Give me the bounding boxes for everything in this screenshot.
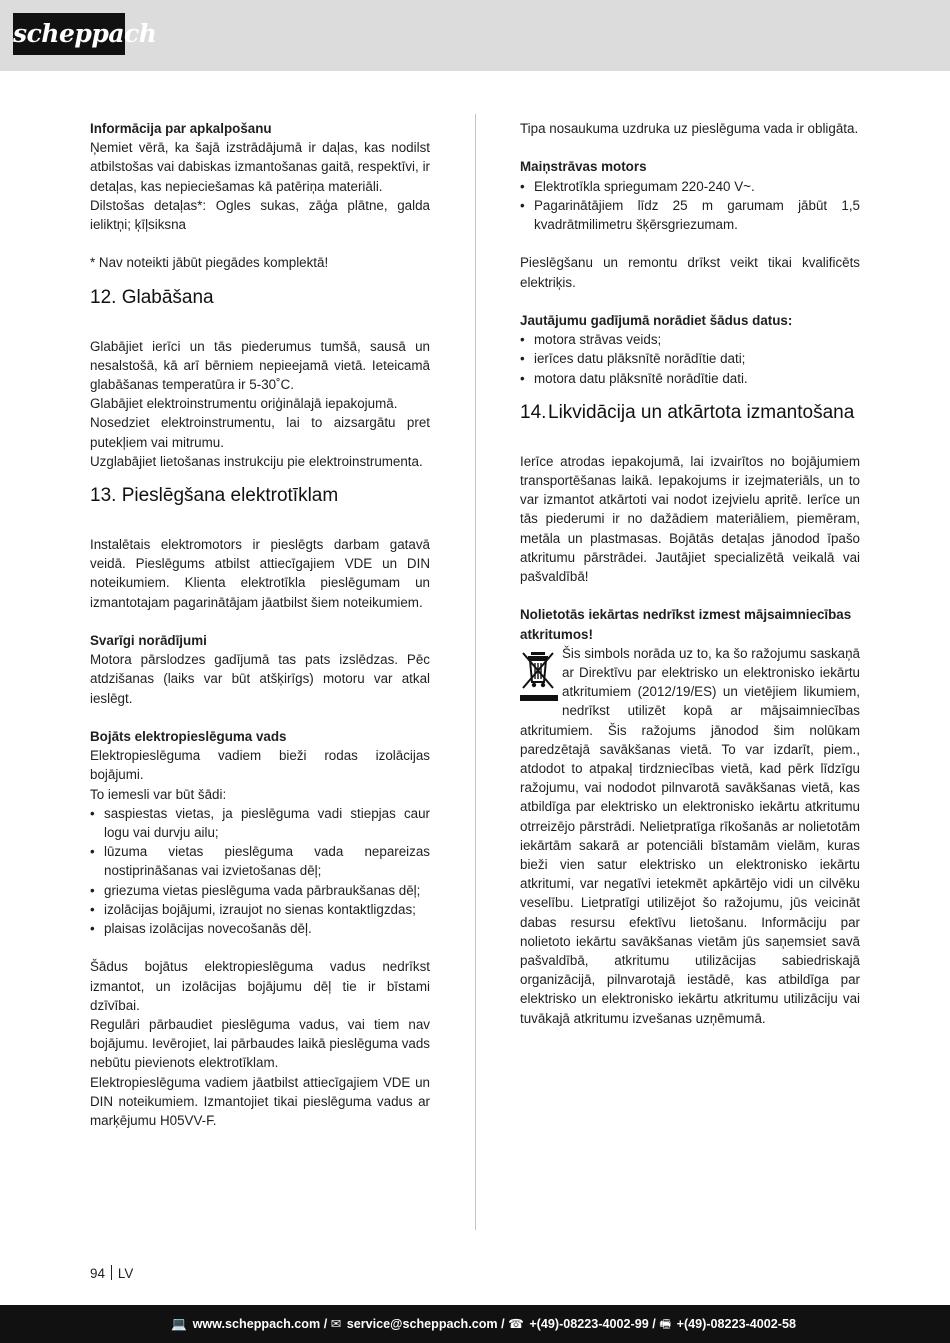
section-13-number: 13. [90,485,117,507]
list-item: • ierīces datu plāksnītē norādītie dati; [520,349,860,368]
list-item: • plaisas izolācijas novecošanās dēļ. [90,919,430,938]
list-item: • motora datu plāksnītē norādītie dati. [520,369,860,388]
cable-paragraph-3: Šādus bojātus elektropieslēguma vadus nedrīkst izmantot, un izolācijas bojājumu dēļ tie ir bīstami dzīvībai. [90,959,430,1013]
email-link[interactable]: service@scheppach.com [346,1317,498,1331]
list-item: • saspiestas vietas, ja pieslēguma vadi stiepjas caur logu vai durvju ailu; [90,804,430,842]
section-12-number: 12. [90,286,117,308]
service-paragraph-1: Ņemiet vērā, ka šajā izstrādājumā ir daļas, kas nodilst atbilstošas vai dabiskas izmantošanas gaitā, respektīvi, ir detaļas, kas nepieciešamas kā patēriņa materiāli. [90,140,430,194]
brand-logo: scheppach [13,13,125,55]
ac-motor-list [520,177,860,235]
section-12-heading [90,287,430,309]
section-14-title: Likvidācija un atkārtota izmantošana [548,401,855,423]
type-label-paragraph: Tipa nosaukuma uzdruka uz pieslēguma vada ir obligāta. [520,121,859,136]
important-heading: Svarīgi norādījumi [90,633,207,649]
left-column [90,119,430,1130]
storage-paragraph-2: Glabājiet elektroinstrumentu oriģinālajā iepakojumā. [90,396,398,412]
storage-paragraph-3: Nosedziet elektroinstrumentu, lai to aizsargātu pret putekļiem vai mitrumu. [90,415,430,450]
list-item: • izolācijas bojājumi, izraujot no sienas kontaktligzdas; [90,900,430,919]
list-item: • Pagarinātājiem līdz 25 m garumam jābūt 1,5 kvadrātmilimetru šķērsgriezumam. [520,196,860,234]
cable-damage-list [90,804,430,938]
footer-separator: / [501,1317,505,1331]
storage-paragraph-1: Glabājiet ierīci un tās piederumus tumšā, sausā un nesalstošā, kā arī bērniem nepieejamā vietā. Ieteicamā glabāšanas temperatūra ir 5-30˚C. [90,338,430,393]
right-column [520,119,860,1028]
ac-motor-heading: Maiņstrāvas motors [520,159,647,175]
cable-paragraph-4: Regulāri pārbaudiet pieslēguma vadus, vai tiem nav bojājumu. Ievērojiet, lai pārbaudes laikā pieslēguma vads nebūtu pievienots elektrotīklam. [90,1017,430,1071]
language-code: LV [117,1266,134,1281]
storage-paragraph-4: Uzglabājiet lietošanas instrukciju pie elektroinstrumenta. [90,453,423,469]
header-band [0,0,950,71]
mains-paragraph: Instalētais elektromotors ir pieslēgts darbam gatavā veidā. Pieslēgums atbilst attiecīgajiem VDE un DIN noteikumiem. Klienta elektrotīkla pieslēgumam un izmantotajam pagarinātājam jāatbilst šiem noteikumiem. [90,537,430,610]
footer-separator: / [323,1317,328,1331]
service-note: * Nav noteikti jābūt piegādes komplektā! [90,255,329,271]
cable-paragraph-2: To iemesli var būt šādi: [90,786,227,802]
column-divider [475,114,476,1230]
weee-block [520,644,860,1028]
page-footer-meta [90,1265,133,1281]
section-12-title: Glabāšana [121,286,214,308]
disposal-paragraph: Ierīce atrodas iepakojumā, lai izvairītos no bojājumiem transportēšanas laikā. Iepakojums ir izejmateriāls, un to var izmantot atkārtoti vai nodot izejvielu apritē. Ierīce un tās piederumi ir no dažādiem materiāliem, piemēram, metāla un plastmasas. Bojātās detaļas jānodod īpašo atkritumu pārstrādei. Jautājiet specializētā veikalā vai pašvaldībā! [520,453,860,585]
page-separator [111,1265,112,1280]
website-link[interactable]: www.scheppach.com [192,1317,321,1331]
section-14-number: 14. [520,401,547,423]
footer-separator: / [652,1317,656,1331]
list-item: • griezuma vietas pieslēguma vada pārbraukšanas dēļ; [90,881,430,900]
section-13-heading [90,485,430,507]
service-heading: Informācija par apkalpošanu [90,121,272,136]
page-number: 94 [90,1266,105,1281]
phone-number: +(49)-08223-4002-99 [529,1317,649,1331]
cable-paragraph-5: Elektropieslēguma vadiem jāatbilst attiecīgajiem VDE un DIN noteikumiem. Izmantojiet tikai pieslēguma vadus ar marķējumu H05VV-F. [90,1074,430,1129]
list-item: • lūzuma vietas pieslēguma vada nepareizas nostiprināšanas vai izvietošanas dēļ; [90,842,430,880]
section-13-title: Pieslēgšana elektrotīklam [121,485,339,507]
contact-footer-bar [0,1305,950,1343]
fax-number: +(49)-08223-4002-58 [676,1317,796,1331]
list-item: • Elektrotīkla spriegumam 220-240 V~. [520,177,860,196]
questions-heading: Jautājumu gadījumā norādiet šādus datus: [520,312,793,328]
cable-paragraph-1: Elektropieslēguma vadiem bieži rodas izolācijas bojājumi. [90,748,430,783]
household-waste-heading: Nolietotās iekārtas nedrīkst izmest mājsaimniecības atkritumos! [520,607,852,642]
qualified-electrician-paragraph: Pieslēgšanu un remontu drīkst veikt tikai kvalificēts elektriķis. [520,255,860,290]
weee-paragraph: Šis simbols norāda uz to, ka šo ražojumu saskaņā ar Direktīvu par elektrisko un elektronisko iekārtu atkritumiem (2012/19/ES) un vietējiem likumiem, nedrīkst utilizēt kopā ar mājsaimniecības atkritumiem. Šis ražojums jānodod šim nolūkam paredzētajā savākšanas vietā. To var izdarīt, piem., atdodot to atpakaļ tirdzniecības vietā, kad pērk līdzīgu ražojumu, vai nododot pilnvarotā savākšanas vietā, kas atbildīga par elektrisko un elektronisko iekārtu atkritumu otrreizējo pārstrādi. Nelietpratīga rīkošanās ar nolietotām iekārtām sakarā ar potenciāli bīstamām vielām, kuras bieži vien satur elektrisko un elektronisko iekārtu atkritumi, var negatīvi ietekmēt apkārtējo vidi un cilvēku veselību. Lietpratīgi utilizējot šo ražojumu, jūs veicināt dabas resursu efektīvu lietošanu. Informāciju par nolietoto iekārtu savākšanas vietām jūs saņemsiet savā pašvaldībā, atkritumu utilizācijas sabiedriskajā organizācijā, pilnvarotajā iestādē, kas atbildīga par elektrisko un elektronisko iekārtu atkritumu utilizāciju vai tuvākajā atkritumu izvešanas uzņēmumā. [520,645,860,1026]
computer-icon: 💻 [171,1317,188,1331]
questions-list [520,330,860,388]
telephone-icon: ☎ [508,1317,524,1331]
important-paragraph: Motora pārslodzes gadījumā tas pats izslēdzas. Pēc atdzišanas (laiks var būt atšķirīgs) motoru var atkal ieslēgt. [90,652,430,706]
section-14-heading [520,402,860,424]
envelope-icon: ✉ [330,1317,342,1331]
service-paragraph-2: Dilstošas detaļas*: Ogles sukas, zāģa plātne, galda ieliktņi; ķīļsiksna [90,197,430,233]
fax-icon: 🖷 [659,1317,672,1331]
crossed-out-wheelie-bin-icon [520,648,558,704]
list-item: • motora strāvas veids; [520,330,860,349]
cable-heading: Bojāts elektropieslēguma vads [90,729,287,745]
